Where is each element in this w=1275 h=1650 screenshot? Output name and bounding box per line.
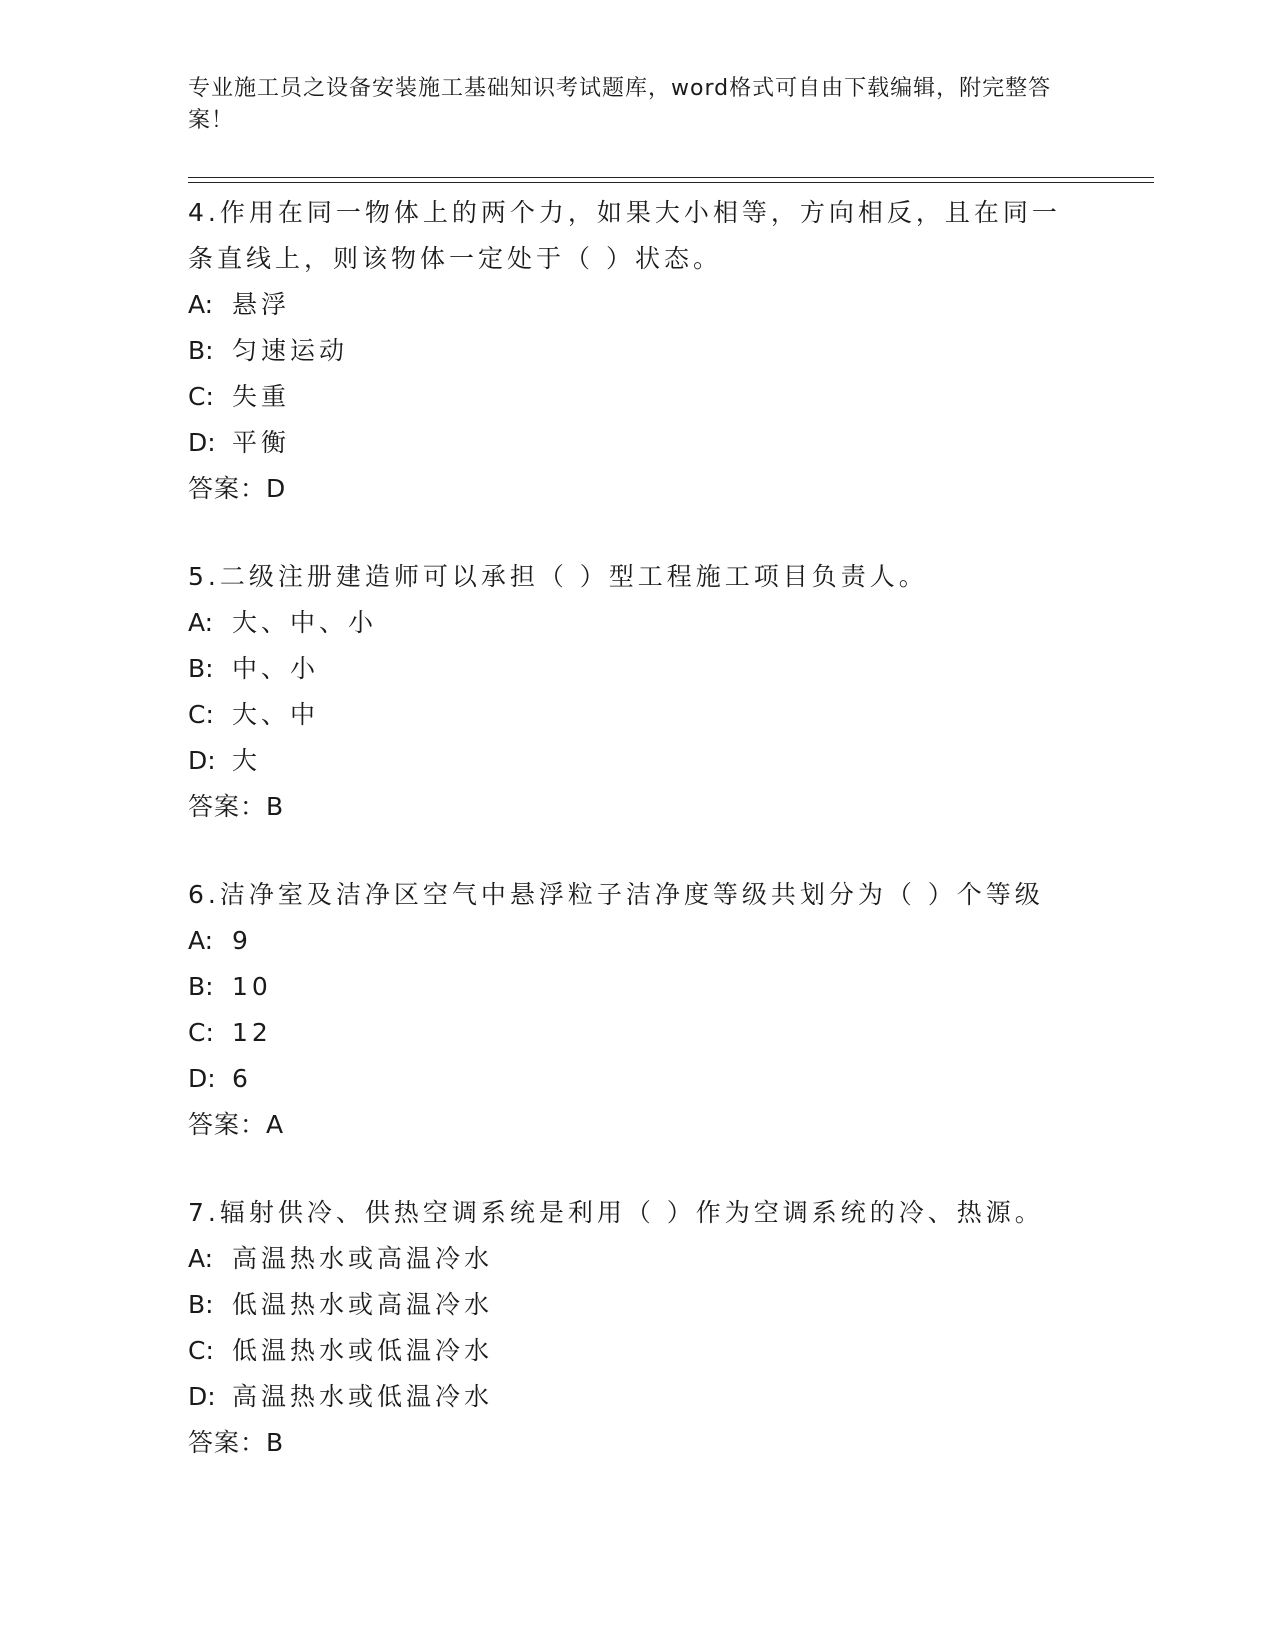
option-a bbox=[188, 600, 1088, 646]
option-text: 低温热水或高温冷水 bbox=[232, 1290, 494, 1319]
answer-line: 答案：D bbox=[188, 474, 287, 503]
option-c bbox=[188, 692, 1088, 738]
option-text: 中、小 bbox=[232, 654, 320, 683]
option-c bbox=[188, 374, 1088, 420]
option-letter: B: bbox=[188, 336, 214, 365]
question-5 bbox=[188, 554, 1088, 830]
question-stem: 5.二级注册建造师可以承担（ ）型工程施工项目负责人。 bbox=[188, 562, 928, 591]
option-letter: A: bbox=[188, 290, 214, 319]
option-text: 大、中 bbox=[232, 700, 320, 729]
question-4 bbox=[188, 190, 1088, 512]
option-text: 平衡 bbox=[232, 428, 291, 457]
option-a bbox=[188, 282, 1088, 328]
answer-line: 答案：B bbox=[188, 792, 285, 821]
option-text: 高温热水或高温冷水 bbox=[232, 1244, 494, 1273]
option-b bbox=[188, 328, 1088, 374]
option-letter: D: bbox=[188, 428, 216, 457]
option-c bbox=[188, 1010, 1088, 1056]
question-stem: 4.作用在同一物体上的两个力，如果大小相等，方向相反，且在同一条直线上，则该物体一定处于（ ）状态。 bbox=[188, 198, 1061, 273]
option-text: 匀速运动 bbox=[232, 336, 349, 365]
option-c bbox=[188, 1328, 1088, 1374]
option-letter: A: bbox=[188, 608, 214, 637]
option-letter: C: bbox=[188, 700, 214, 729]
option-b bbox=[188, 964, 1088, 1010]
option-d bbox=[188, 1056, 1088, 1102]
option-d bbox=[188, 1374, 1088, 1420]
question-list bbox=[188, 190, 1088, 1508]
option-d bbox=[188, 420, 1088, 466]
option-letter: C: bbox=[188, 1336, 214, 1365]
option-text: 大、中、小 bbox=[232, 608, 378, 637]
answer-line: 答案：A bbox=[188, 1110, 285, 1139]
header-divider-top bbox=[188, 177, 1154, 178]
option-letter: B: bbox=[188, 654, 214, 683]
option-a bbox=[188, 1236, 1088, 1282]
option-letter: D: bbox=[188, 1382, 216, 1411]
option-b bbox=[188, 1282, 1088, 1328]
option-a bbox=[188, 918, 1088, 964]
option-text: 9 bbox=[232, 926, 252, 955]
option-letter: A: bbox=[188, 1244, 214, 1273]
question-6 bbox=[188, 872, 1088, 1148]
option-text: 低温热水或低温冷水 bbox=[232, 1336, 494, 1365]
option-text: 高温热水或低温冷水 bbox=[232, 1382, 494, 1411]
option-letter: A: bbox=[188, 926, 214, 955]
option-letter: D: bbox=[188, 746, 216, 775]
option-text: 失重 bbox=[232, 382, 291, 411]
question-stem: 6.洁净室及洁净区空气中悬浮粒子洁净度等级共划分为（ ）个等级 bbox=[188, 880, 1044, 909]
document-header: 专业施工员之设备安装施工基础知识考试题库，word格式可自由下载编辑，附完整答案！ bbox=[188, 76, 1052, 133]
option-letter: D: bbox=[188, 1064, 216, 1093]
header-divider-bottom bbox=[188, 182, 1154, 183]
option-text: 10 bbox=[232, 972, 272, 1001]
option-letter: C: bbox=[188, 1018, 214, 1047]
option-text: 6 bbox=[232, 1064, 252, 1093]
option-text: 大 bbox=[232, 746, 262, 775]
option-b bbox=[188, 646, 1088, 692]
question-stem: 7.辐射供冷、供热空调系统是利用（ ）作为空调系统的冷、热源。 bbox=[188, 1198, 1044, 1227]
option-letter: B: bbox=[188, 1290, 214, 1319]
question-7 bbox=[188, 1190, 1088, 1466]
option-letter: B: bbox=[188, 972, 214, 1001]
option-text: 12 bbox=[232, 1018, 272, 1047]
answer-line: 答案：B bbox=[188, 1428, 285, 1457]
option-letter: C: bbox=[188, 382, 214, 411]
option-text: 悬浮 bbox=[232, 290, 291, 319]
option-d bbox=[188, 738, 1088, 784]
